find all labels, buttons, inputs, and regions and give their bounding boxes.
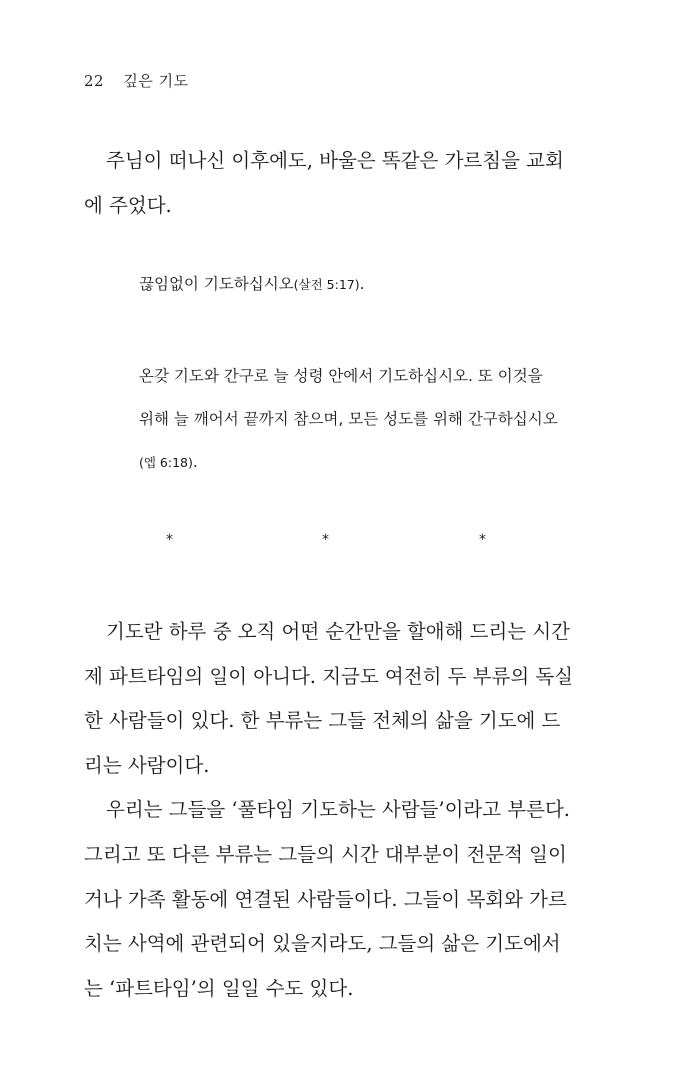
quote-period: .	[359, 275, 365, 293]
body-paragraphs	[84, 610, 584, 1011]
scripture-quote	[139, 270, 579, 299]
text-line: 한 사람들이 있다. 한 부류는 그들 전체의 삶을 기도에 드	[84, 709, 561, 733]
quote-text: 끊임없이 기도하십시오	[139, 275, 294, 293]
text-line: 거나 가족 활동에 연결된 사람들이다. 그들이 목회와 가르	[84, 887, 567, 911]
text-line: 주님이 떠나신 이후에도, 바울은 똑같은 가르침을 교회	[106, 149, 564, 172]
scripture-reference: (살전 5:17)	[293, 277, 360, 292]
quote-period: .	[192, 453, 198, 471]
text-line: 우리는 그들을 ‘풀타임 기도하는 사람들’이라고 부른다.	[106, 798, 571, 822]
page-number: 22	[84, 72, 105, 90]
intro-paragraph	[84, 138, 584, 228]
scripture-quote	[139, 355, 579, 484]
section-separator	[0, 532, 700, 552]
text-line: 기도란 하루 중 오직 어떤 순간만을 할애해 드리는 시간	[106, 620, 571, 643]
page-header	[84, 70, 189, 91]
text-line: 에 주었다.	[84, 194, 172, 217]
separator-star: *	[166, 532, 173, 548]
text-line: 치는 사역에 관련되어 있을지라도, 그들의 삶은 기도에서	[84, 932, 561, 956]
text-line: 제 파트타임의 일이 아니다. 지금도 여전히 두 부류의 독실	[84, 664, 574, 688]
separator-star: *	[322, 532, 329, 548]
running-title: 깊은 기도	[123, 72, 189, 90]
text-line: 는 ‘파트타임’의 일일 수도 있다.	[84, 976, 354, 1000]
text-line: 리는 사람이다.	[84, 753, 210, 777]
text-line: 그리고 또 다른 부류는 그들의 시간 대부분이 전문적 일이	[84, 842, 567, 866]
quote-line: 온갖 기도와 간구로 늘 성령 안에서 기도하십시오. 또 이것을	[139, 367, 543, 385]
quote-line: 위해 늘 깨어서 끝까지 참으며, 모든 성도를 위해 간구하십시오	[139, 410, 558, 428]
separator-star: *	[479, 532, 486, 548]
scripture-reference: (엡 6:18)	[139, 455, 193, 470]
